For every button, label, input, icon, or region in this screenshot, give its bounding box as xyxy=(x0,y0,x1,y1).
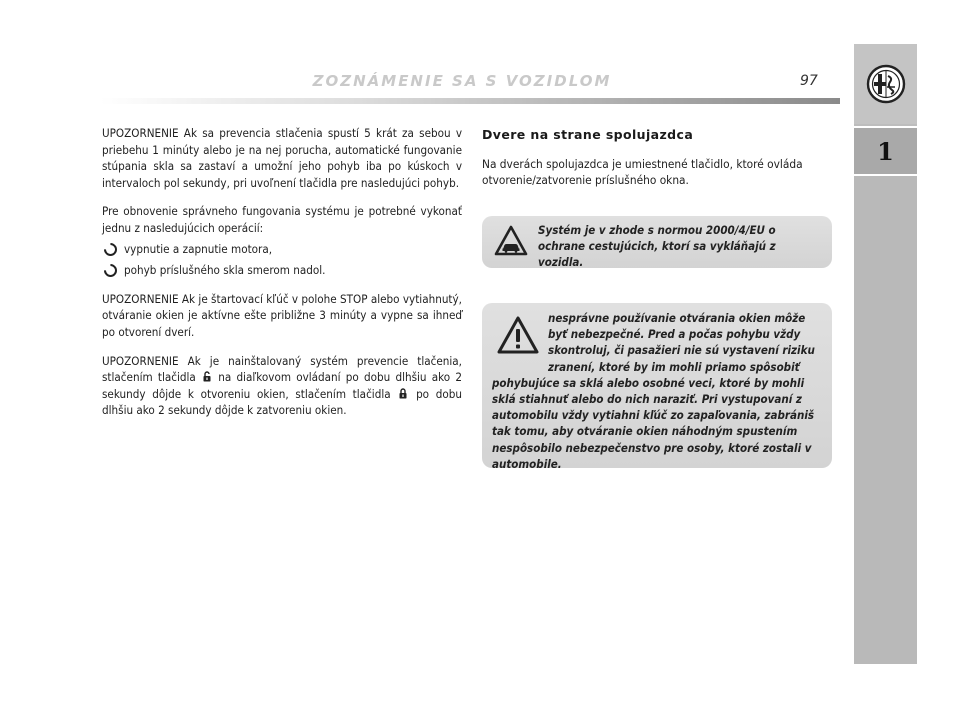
chapter-indicator xyxy=(854,126,917,176)
car-warning-icon xyxy=(494,225,528,257)
paragraph-key-stop-warning: UPOZORNENIE Ak je štartovací kľúč v polohe STOP alebo vytiahnutý, otváranie okien je aktívne ešte približne 3 minúty a vypne sa ihneď po otvorení dverí. xyxy=(102,291,462,339)
paragraph-prevention-warning: UPOZORNENIE Ak sa prevencia stlačenia spustí 5 krát za sebou v priebehu 1 minúty alebo je na nej porucha, automatické fungovanie stúpania skla sa zastaví a umožní jeho pohyb iba po kúskoch v intervaloch pol sekundy, pri uvoľnení tlačidla pre nasledujúci pohyb. xyxy=(102,126,462,190)
page-header-title: ZOZNÁMENIE SA S VOZIDLOM xyxy=(312,72,612,90)
chapter-number: 1 xyxy=(877,136,894,166)
list-item: vypnutie a zapnutie motora, xyxy=(102,241,462,258)
paragraph-remote-control-warning: UPOZORNENIE Ak je nainštalovaný systém prevencie tlačenia, stlačením tlačidla na diaľkovom ovládaní po dobu dlhšiu ako 2 sekundy dôjde k otvoreniu okien, stlačením tlačidla po dobu dlhšiu ako 2 sekundy dôjde k zatvoreniu okien. xyxy=(102,353,463,418)
paragraph-passenger-door: Na dverách spolujazdca je umiestnené tlačidlo, ktoré ovláda otvorenie/zatvorenie príslušného okna. xyxy=(482,156,803,188)
operations-list xyxy=(102,241,462,279)
info-note-box xyxy=(482,216,832,268)
list-item: pohyb príslušného skla smerom nadol. xyxy=(102,262,462,279)
bullet-icon xyxy=(101,240,119,258)
section-heading: Dvere na strane spolujazdca xyxy=(482,127,694,142)
left-column xyxy=(102,125,462,431)
paragraph-restore-instructions: Pre obnovenie správneho fungovania systému je potrebné vykonať jednu z nasledujúcich operácií: xyxy=(102,204,462,235)
note-text: Systém je v zhode s normou 2000/4/EU o ochrane cestujúcich, ktorí sa vykláňajú z vozidla. xyxy=(538,223,776,270)
header-divider xyxy=(100,98,840,104)
side-tab-lower xyxy=(854,176,917,664)
logo-box xyxy=(854,44,917,124)
warning-text: nesprávne používanie otvárania okien môže byť nebezpečné. Pred a počas pohybu vždy skontroluj, či pasažieri nie sú vystavení riziku zranení, ktoré by im mohli priamo spôsobiť pohybujúce sa sklá alebo osobné veci, ktoré by mohli sklá stiahnuť alebo do nich naraziť. Pri vystupovaní z automobilu vždy vytiahni kľúč zo zapaľovania, zabrániš tak tomu, aby otváranie okien náhodným spustením nespôsobilo nebezpečenstvo pre osoby, ktoré zostali v automobile. xyxy=(492,311,815,471)
right-column xyxy=(482,125,832,189)
warning-box xyxy=(482,303,832,471)
bullet-icon xyxy=(101,261,119,279)
alfa-romeo-logo-icon xyxy=(866,64,906,104)
unlock-icon xyxy=(203,371,211,382)
page-number: 97 xyxy=(800,73,818,89)
lock-icon xyxy=(399,388,407,399)
warning-triangle-icon xyxy=(496,314,540,358)
